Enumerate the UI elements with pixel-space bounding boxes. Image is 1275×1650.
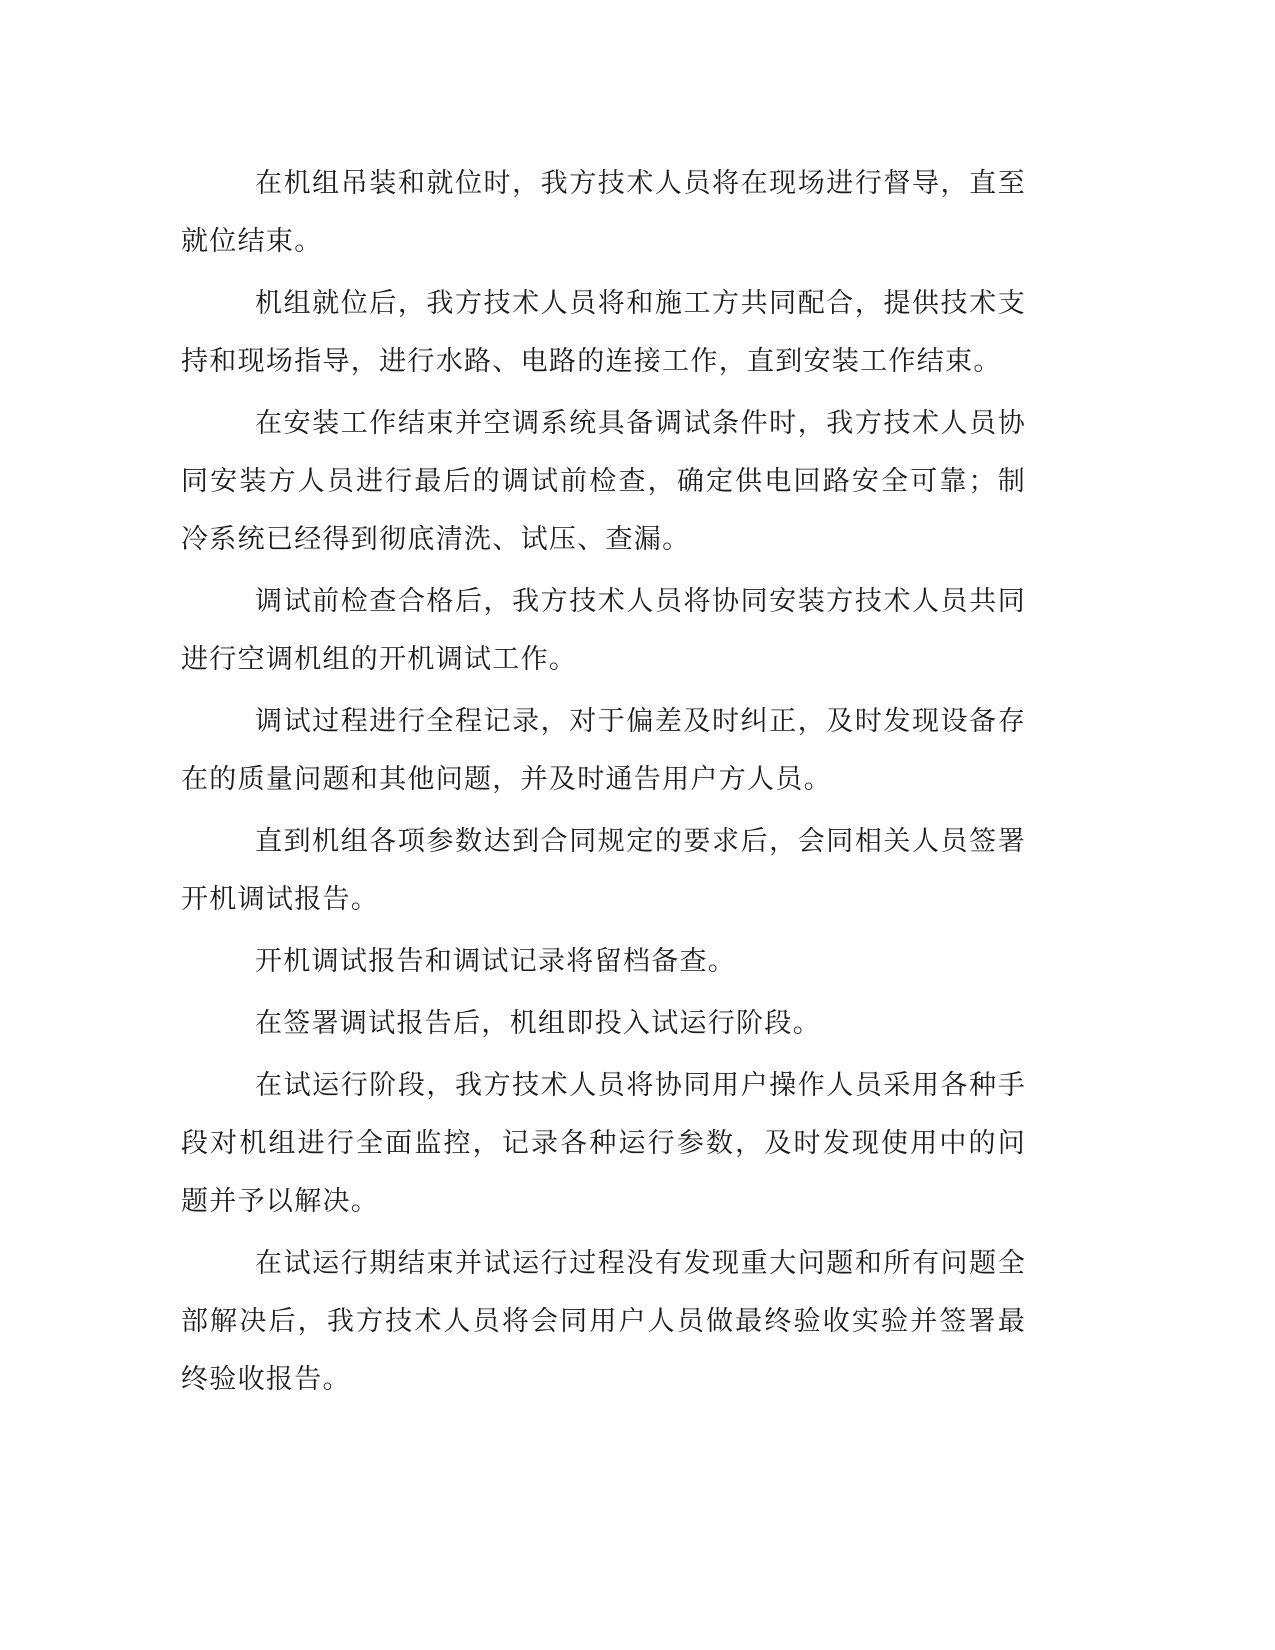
paragraph-5: 调试过程进行全程记录，对于偏差及时纠正，及时发现设备存在的质量问题和其他问题，并及时通告用户方人员。 xyxy=(181,706,1026,795)
paragraph-3: 在安装工作结束并空调系统具备调试条件时，我方技术人员协同安装方人员进行最后的调试前检查，确定供电回路安全可靠；制冷系统已经得到彻底清洗、试压、查漏。 xyxy=(181,408,1026,555)
paragraph-9: 在试运行阶段，我方技术人员将协同用户操作人员采用各种手段对机组进行全面监控，记录各种运行参数，及时发现使用中的问题并予以解决。 xyxy=(181,1070,1026,1217)
paragraph-10: 在试运行期结束并试运行过程没有发现重大问题和所有问题全部解决后，我方技术人员将会同用户人员做最终验收实验并签署最终验收报告。 xyxy=(181,1248,1026,1395)
paragraph-7: 开机调试报告和调试记录将留档备查。 xyxy=(255,946,737,977)
paragraph-2: 机组就位后，我方技术人员将和施工方共同配合，提供技术支持和现场指导，进行水路、电路的连接工作，直到安装工作结束。 xyxy=(181,288,1026,377)
paragraph-4: 调试前检查合格后，我方技术人员将协同安装方技术人员共同进行空调机组的开机调试工作。 xyxy=(181,586,1026,675)
document-body xyxy=(181,155,1026,1413)
paragraph-6: 直到机组各项参数达到合同规定的要求后，会同相关人员签署开机调试报告。 xyxy=(181,826,1026,915)
paragraph-1: 在机组吊装和就位时，我方技术人员将在现场进行督导，直至就位结束。 xyxy=(181,168,1026,257)
paragraph-8: 在签署调试报告后，机组即投入试运行阶段。 xyxy=(255,1008,821,1039)
